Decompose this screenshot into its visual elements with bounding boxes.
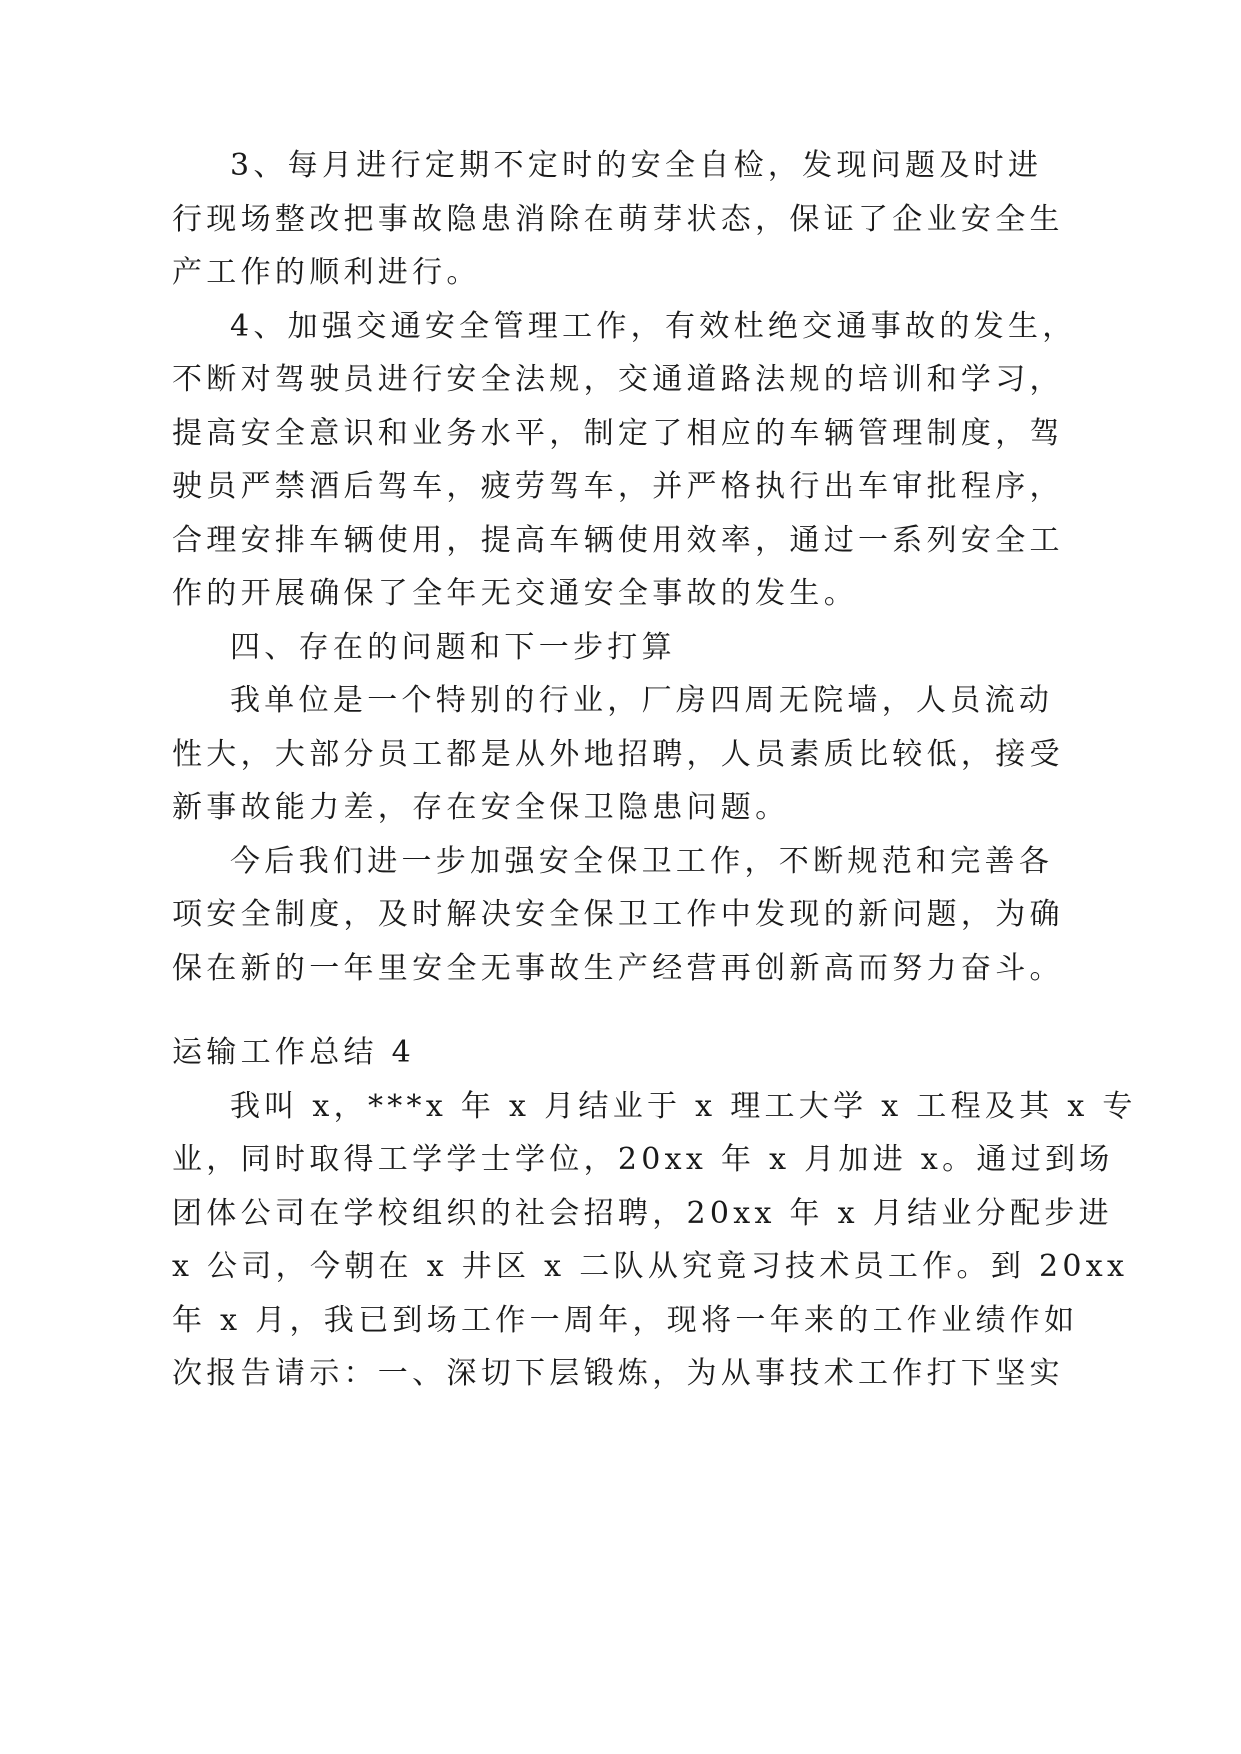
section-heading-text: 四、存在的问题和下一步打算 — [230, 630, 676, 665]
line-15 — [0, 885, 1241, 945]
paragraph-text: 保在新的一年里安全无事故生产经营再创新高而努力奋斗。 — [172, 951, 1064, 986]
paragraph-text: x 公司，今朝在 x 井区 x 二队从究竟习技术员工作。到 20xx — [172, 1249, 1129, 1284]
paragraph-text: 今后我们进一步加强安全保卫工作，不断规范和完善各 — [230, 844, 1054, 879]
article-title-text: 运输工作总结 4 — [172, 1035, 416, 1070]
paragraph-text: 驶员严禁酒后驾车，疲劳驾车，并严格执行出车审批程序， — [172, 469, 1064, 504]
line-18 — [0, 1077, 1241, 1137]
paragraph-text: 项安全制度，及时解决安全保卫工作中发现的新问题，为确 — [172, 897, 1064, 932]
line-8 — [0, 511, 1241, 571]
paragraph-text: 不断对驾驶员进行安全法规，交通道路法规的培训和学习， — [172, 362, 1064, 397]
line-7 — [0, 457, 1241, 517]
line-12 — [0, 725, 1241, 785]
line-19 — [0, 1130, 1241, 1190]
line-3 — [0, 243, 1241, 303]
paragraph-text: 3、每月进行定期不定时的安全自检，发现问题及时进 — [230, 148, 1043, 183]
paragraph-text: 年 x 月，我已到场工作一周年，现将一年来的工作业绩作如 — [172, 1303, 1079, 1338]
paragraph-text: 合理安排车辆使用，提高车辆使用效率，通过一系列安全工 — [172, 523, 1064, 558]
line-9 — [0, 564, 1241, 624]
paragraph-text: 4、加强交通安全管理工作，有效杜绝交通事故的发生， — [230, 309, 1077, 344]
line-20 — [0, 1184, 1241, 1244]
line-6 — [0, 404, 1241, 464]
line-13 — [0, 778, 1241, 838]
line-22 — [0, 1291, 1241, 1351]
line-16 — [0, 939, 1241, 999]
line-2 — [0, 190, 1241, 250]
paragraph-text: 次报告请示：一、深切下层锻炼，为从事技术工作打下坚实 — [172, 1356, 1064, 1391]
paragraph-text: 我单位是一个特别的行业，厂房四周无院墙，人员流动 — [230, 683, 1054, 718]
paragraph-text: 作的开展确保了全年无交通安全事故的发生。 — [172, 576, 858, 611]
line-11 — [0, 671, 1241, 731]
paragraph-text: 性大，大部分员工都是从外地招聘，人员素质比较低，接受 — [172, 737, 1064, 772]
paragraph-text: 产工作的顺利进行。 — [172, 255, 481, 290]
paragraph-text: 业，同时取得工学学士学位，20xx 年 x 月加进 x。通过到场 — [172, 1142, 1114, 1177]
article-title — [0, 1023, 1241, 1083]
paragraph-text: 提高安全意识和业务水平，制定了相应的车辆管理制度，驾 — [172, 416, 1064, 451]
line-23 — [0, 1344, 1241, 1404]
line-1 — [0, 136, 1241, 196]
line-4 — [0, 297, 1241, 357]
line-21 — [0, 1237, 1241, 1297]
section-heading — [0, 618, 1241, 678]
line-5 — [0, 350, 1241, 410]
paragraph-text: 行现场整改把事故隐患消除在萌芽状态，保证了企业安全生 — [172, 202, 1064, 237]
paragraph-text: 我叫 x，***x 年 x 月结业于 x 理工大学 x 工程及其 x 专 — [230, 1089, 1137, 1124]
paragraph-text: 团体公司在学校组织的社会招聘，20xx 年 x 月结业分配步进 — [172, 1196, 1113, 1231]
paragraph-text: 新事故能力差，存在安全保卫隐患问题。 — [172, 790, 790, 825]
line-14 — [0, 832, 1241, 892]
